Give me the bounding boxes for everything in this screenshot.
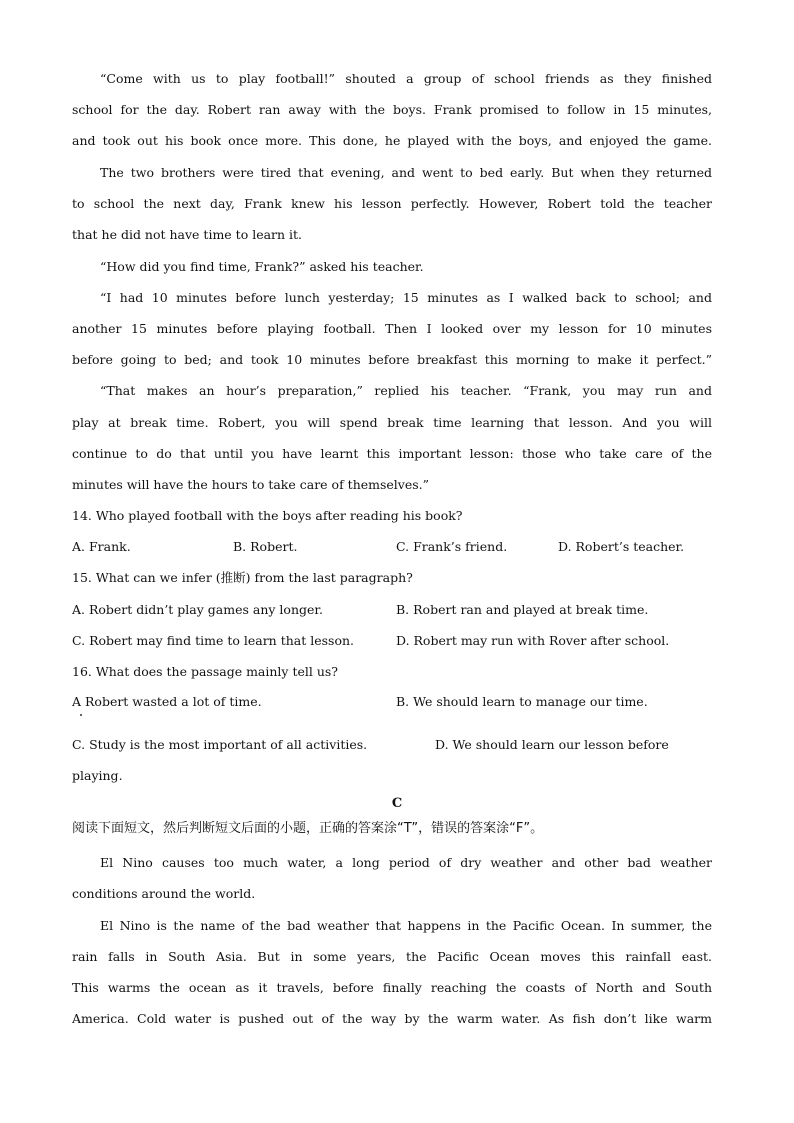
passage-line: rain falls in South Asia. But in some years, the Pacific Ocean moves this rainfall east. — [72, 949, 712, 964]
passage-line: “I had 10 minutes before lunch yesterday; 15 minutes as I walked back to school; and — [100, 290, 712, 305]
passage-line: America. Cold water is pushed out of the way by the warm water. As fish don’t like warm — [72, 1011, 712, 1026]
passage-line: This warms the ocean as it travels, before finally reaching the coasts of North and South — [72, 980, 712, 995]
option-15-a: A. Robert didn’t play games any longer. — [72, 602, 323, 617]
option-16-d: D. We should learn our lesson before — [435, 737, 669, 752]
passage-line: play at break time. Robert, you will spend break time learning that lesson. And you will — [72, 415, 712, 430]
option-16-a: A Robert wasted a lot of time. — [72, 694, 262, 709]
passage-line: El Nino is the name of the bad weather that happens in the Pacific Ocean. In summer, the — [100, 918, 712, 933]
passage-line: another 15 minutes before playing football. Then I looked over my lesson for 10 minutes — [72, 321, 712, 336]
passage-line: and took out his book once more. This done, he played with the boys, and enjoyed the game. — [72, 133, 712, 148]
passage-line: “That makes an hour’s preparation,” replied his teacher. “Frank, you may run and — [100, 383, 712, 398]
option-14-d: D. Robert’s teacher. — [558, 539, 685, 554]
passage-line: continue to do that until you have learnt this important lesson: those who take care of the — [72, 446, 712, 461]
section-instruction: 阅读下面短文，然后判断短文后面的小题，正确的答案涂“T”，错误的答案涂“F”。 — [72, 821, 544, 836]
question-stem-15: 15. What can we infer (推断) from the last paragraph? — [72, 570, 413, 585]
question-stem-14: 14. Who played football with the boys after reading his book? — [72, 508, 463, 523]
passage-line: that he did not have time to learn it. — [72, 227, 303, 242]
passage-line: The two brothers were tired that evening, and went to bed early. But when they returned — [100, 165, 712, 180]
passage-line: El Nino causes too much water, a long period of dry weather and other bad weather — [100, 855, 712, 870]
passage-line: before going to bed; and took 10 minutes before breakfast this morning to make it perfect.” — [72, 352, 712, 367]
passage-line: “How did you find time, Frank?” asked his teacher. — [100, 259, 424, 274]
option-15-b: B. Robert ran and played at break time. — [396, 602, 649, 617]
option-15-c: C. Robert may find time to learn that lesson. — [72, 633, 354, 648]
option-14-a: A. Frank. — [72, 539, 131, 554]
section-heading: C — [391, 796, 403, 811]
passage-line: conditions around the world. — [72, 886, 256, 901]
passage-line: minutes will have the hours to take care of themselves.” — [72, 477, 430, 492]
option-15-d: D. Robert may run with Rover after school. — [396, 633, 670, 648]
stray-dot-mark — [80, 714, 82, 716]
option-14-c: C. Frank’s friend. — [396, 539, 508, 554]
question-stem-16: 16. What does the passage mainly tell us? — [72, 664, 339, 679]
option-14-b: B. Robert. — [233, 539, 298, 554]
passage-line: “Come with us to play football!” shouted a group of school friends as they finished — [100, 71, 712, 86]
option-16-c: C. Study is the most important of all activities. — [72, 737, 368, 752]
passage-line: to school the next day, Frank knew his lesson perfectly. However, Robert told the teacher — [72, 196, 712, 211]
passage-line: school for the day. Robert ran away with the boys. Frank promised to follow in 15 minutes, — [72, 102, 712, 117]
option-16-b: B. We should learn to manage our time. — [396, 694, 648, 709]
option-16-d-continued: playing. — [72, 768, 123, 783]
